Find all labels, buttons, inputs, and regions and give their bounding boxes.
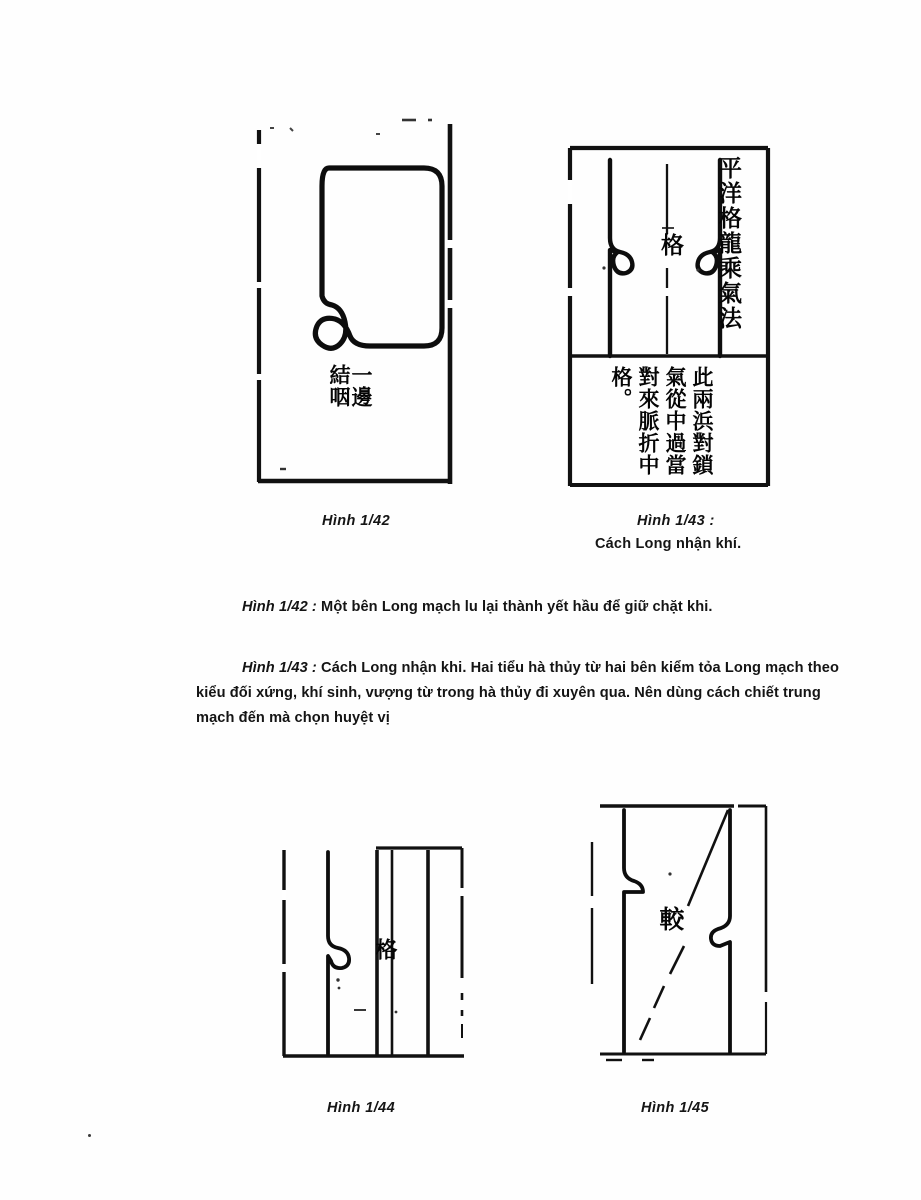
fig143-note-col-4: 格。 <box>609 366 633 410</box>
scan-speck <box>88 1134 91 1137</box>
paragraph-1-lead: Hình 1/42 : <box>242 599 317 615</box>
fig142-col-right: 一邊 <box>349 364 373 408</box>
fig145-center-label: 較 <box>656 906 685 932</box>
fig142-col-left: 結咽 <box>327 364 351 408</box>
figure-1-42-diagram <box>250 112 465 502</box>
fig143-title-column: 平洋格龍乘氣法 <box>715 156 741 331</box>
paragraph-2-body: Cách Long nhận khi. Hai tiểu hà thủy từ hai bên kiểm tỏa Long mạch theo kiểu đối xứng, khí sinh, vượng từ trong hà thủy đi xuyên qua. Nên dùng cách chiết trung mạch đến mà chọn huyệt vị <box>196 660 840 726</box>
figure-1-45-diagram <box>566 796 786 1066</box>
figure-1-43-diagram <box>562 138 780 498</box>
fig143-center-label: 格 <box>657 233 683 257</box>
figure-1-44-caption: Hình 1/44 <box>327 1100 396 1116</box>
paragraph-hinh-1-43 <box>196 656 858 731</box>
paragraph-hinh-1-42 <box>196 595 856 620</box>
figure-1-45-caption: Hình 1/45 <box>641 1100 710 1116</box>
figure-1-43-subcaption: Cách Long nhận khí. <box>595 536 742 552</box>
fig142-annotation-group <box>328 364 371 408</box>
fig144-center-label: 格 <box>372 938 397 961</box>
paragraph-2-lead: Hình 1/43 : <box>242 660 317 676</box>
fig143-note-col-3: 對來脈折中 <box>636 366 660 476</box>
figure-1-42-caption: Hình 1/42 <box>322 513 391 529</box>
fig143-note-group <box>610 366 712 476</box>
fig143-note-col-2: 氣從中過當 <box>663 366 687 476</box>
figure-1-44-diagram <box>276 828 486 1068</box>
paragraph-1-body: Một bên Long mạch lu lại thành yết hầu để giữ chặt khi. <box>316 599 713 615</box>
fig143-note-col-1: 此兩浜對鎖 <box>690 366 714 476</box>
figure-1-42-svg <box>250 112 465 502</box>
figure-1-43-caption: Hình 1/43 : <box>637 513 715 529</box>
